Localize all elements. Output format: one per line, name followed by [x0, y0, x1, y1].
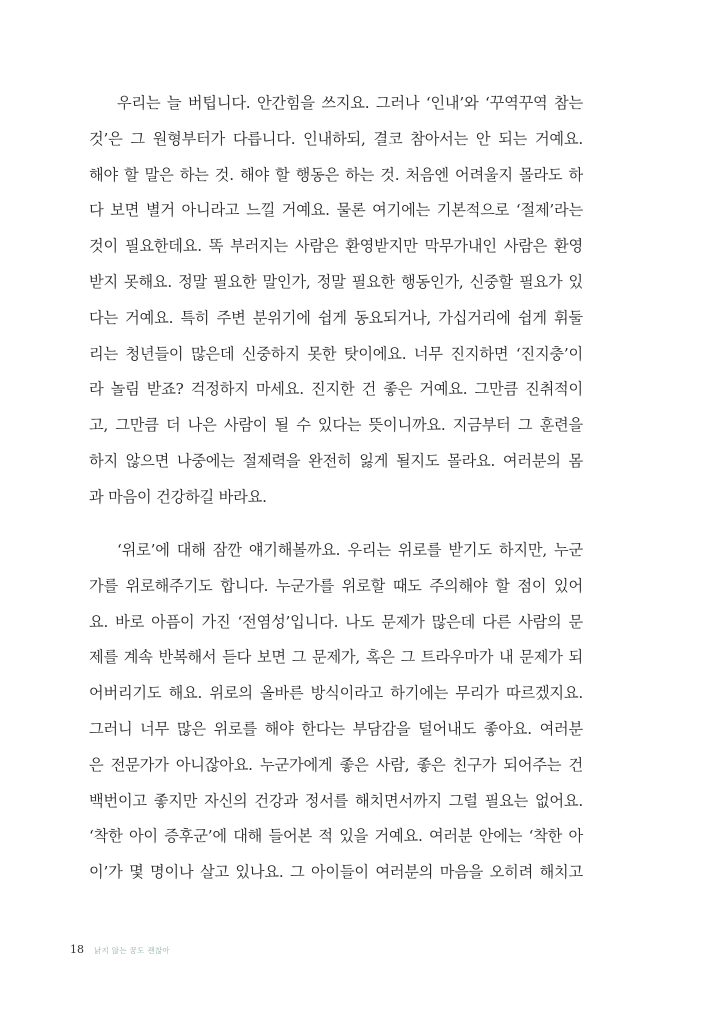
- text-line: 이’가 몇 명이나 살고 있나요. 그 아이들이 여러분의 마음을 오히려 해치고: [89, 863, 583, 882]
- text-line: 과 마음이 건강하길 바라요.: [89, 487, 267, 506]
- text-line: 그러니 너무 많은 위로를 해야 한다는 부담감을 덜어내도 좋아요. 여러분: [89, 719, 583, 738]
- text-line: ‘위로’에 대해 잠깐 얘기해볼까요. 우리는 위로를 받기도 하지만, 누군: [117, 541, 583, 559]
- text-line: 것이 필요한데요. 똑 부러지는 사람은 환영받지만 막무가내인 사람은 환영: [89, 237, 583, 256]
- text-line: 받지 못해요. 정말 필요한 말인가, 정말 필요한 행동인가, 신중할 필요가 있: [89, 272, 583, 291]
- text-line: 어버리기도 해요. 위로의 올바른 방식이라고 하기에는 무리가 따르겠지요.: [89, 684, 583, 703]
- page-number: 18: [70, 943, 84, 956]
- text-line: 백번이고 좋지만 자신의 건강과 정서를 해치면서까지 그럴 필요는 없어요.: [89, 791, 583, 810]
- text-line: 은 전문가가 아니잖아요. 누군가에게 좋은 사람, 좋은 친구가 되어주는 건: [89, 755, 583, 774]
- body-paragraph-1: [89, 86, 583, 516]
- text-line: 해야 할 말은 하는 것. 해야 할 행동은 하는 것. 처음엔 어려울지 몰라도 하: [89, 165, 583, 184]
- text-line: 요. 바로 아픔이 가진 ‘전염성’입니다. 나도 문제가 많은데 다른 사람의 문: [89, 612, 583, 631]
- page-footer: [70, 943, 170, 956]
- text-line: 제를 계속 반복해서 듣다 보면 그 문제가, 혹은 그 트라우마가 내 문제가 되: [89, 648, 583, 667]
- body-paragraph-2: [89, 533, 583, 891]
- text-line: 하지 않으면 나중에는 절제력을 완전히 잃게 될지도 몰라요. 여러분의 몸: [89, 451, 583, 470]
- running-title: 낡지 않는 꿈도 괜찮아: [94, 946, 170, 955]
- text-line: 가를 위로해주기도 합니다. 누군가를 위로할 때도 주의해야 할 점이 있어: [89, 576, 583, 595]
- text-line: 다 보면 별거 아니라고 느낄 거예요. 물론 여기에는 기본적으로 ‘절제’라는: [89, 201, 583, 220]
- text-line: 고, 그만큼 더 나은 사람이 될 수 있다는 뜻이니까요. 지금부터 그 훈련을: [89, 416, 583, 435]
- text-line: 우리는 늘 버팁니다. 안간힘을 쓰지요. 그러나 ‘인내’와 ‘꾸역꾸역 참는: [117, 94, 583, 112]
- text-line: 라 놀림 받죠? 걱정하지 마세요. 진지한 건 좋은 거예요. 그만큼 진취적이: [89, 380, 583, 399]
- text-line: ‘착한 아이 증후군’에 대해 들어본 적 있을 거예요. 여러분 안에는 ‘착한 아: [89, 827, 583, 846]
- text-line: 것’은 그 원형부터가 다릅니다. 인내하되, 결코 참아서는 안 되는 거예요.: [89, 129, 583, 148]
- text-line: 다는 거예요. 특히 주변 분위기에 쉽게 동요되거나, 가십거리에 쉽게 휘둘: [89, 308, 583, 327]
- text-line: 리는 청년들이 많은데 신중하지 못한 탓이에요. 너무 진지하면 ‘진지충’이: [89, 344, 583, 363]
